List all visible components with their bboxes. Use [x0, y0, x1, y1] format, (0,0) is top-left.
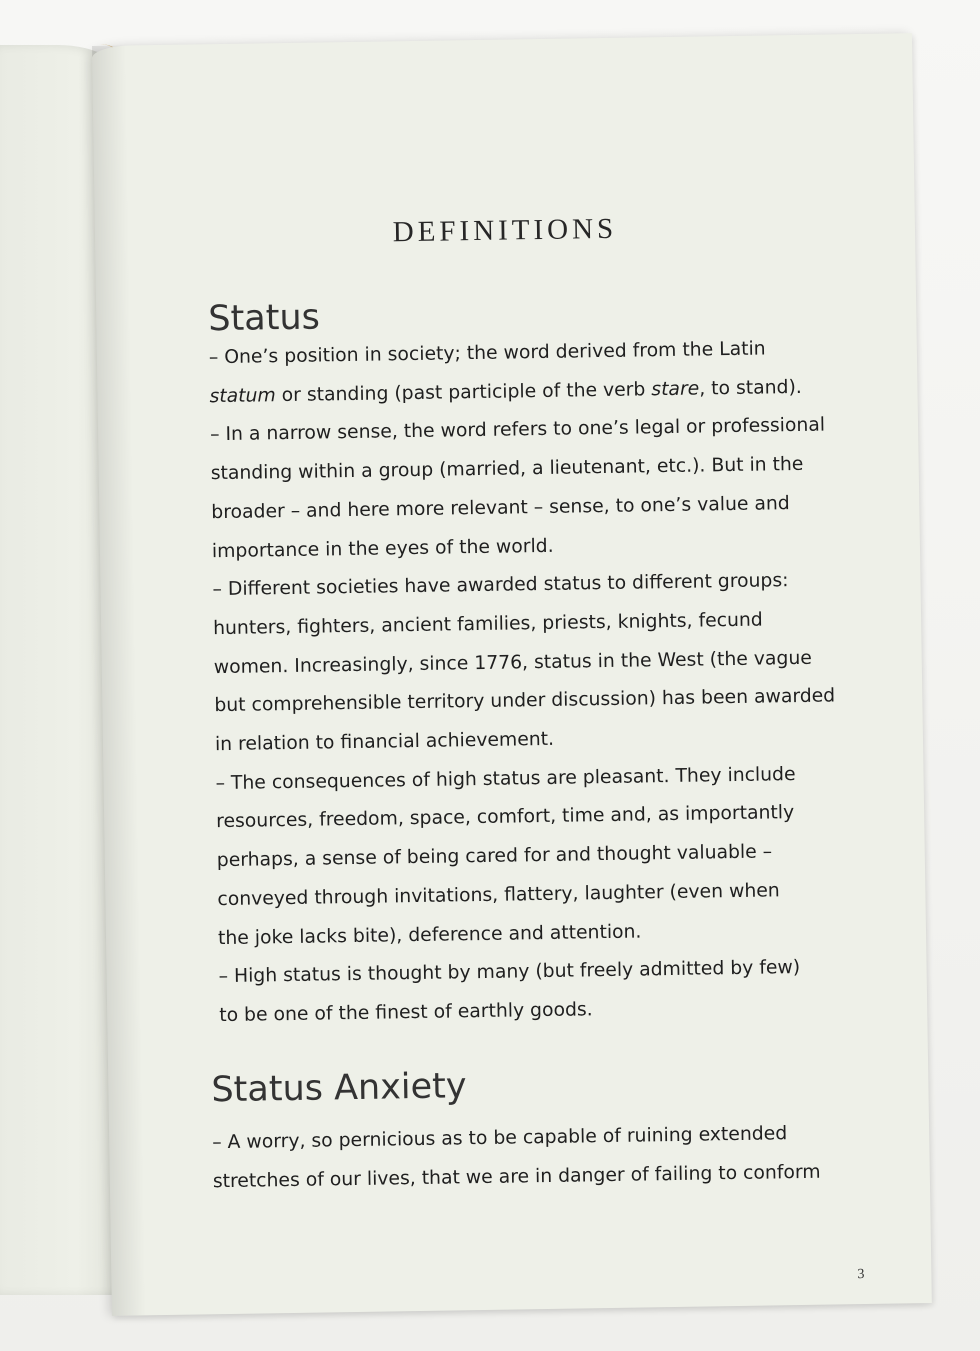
text-line: – High status is thought by many (but freely admitted by few): [218, 957, 801, 988]
text-line: in relation to financial achievement.: [214, 728, 555, 756]
text-line: but comprehensible territory under discussion) has been awarded: [214, 685, 836, 717]
term-heading-status: Status: [207, 297, 321, 340]
text-line: – One’s position in society; the word derived from the Latin: [208, 338, 766, 369]
page-title: DEFINITIONS: [392, 212, 618, 249]
text-line: women. Increasingly, since 1776, status in the West (the vague: [213, 647, 812, 678]
definition-status-anxiety: [212, 1114, 873, 1202]
text-line: – Different societies have awarded status to different groups:: [212, 570, 789, 601]
book-page: [92, 33, 932, 1316]
text-line: broader – and here more relevant – sense, to one’s value and: [211, 492, 790, 523]
page-number: 3: [857, 1267, 865, 1283]
text-line: the joke lacks bite), deference and attention.: [217, 921, 642, 949]
text-line: hunters, fighters, ancient families, priests, knights, fecund: [213, 609, 763, 640]
text-line: – A worry, so pernicious as to be capable of ruining extended: [212, 1123, 788, 1154]
text-line: resources, freedom, space, comfort, time and, as importantly: [216, 802, 795, 833]
term-heading-status-anxiety: Status Anxiety: [211, 1066, 467, 1111]
text-line: stretches of our lives, that we are in danger of failing to conform: [212, 1161, 821, 1192]
text-line: statum or standing (past participle of the verb stare, to stand).: [209, 376, 802, 407]
definition-status: [209, 329, 880, 1036]
text-line: – The consequences of high status are pleasant. They include: [215, 763, 796, 794]
text-line: to be one of the finest of earthly goods.: [219, 999, 593, 1027]
text-line: importance in the eyes of the world.: [211, 535, 554, 562]
text-line: conveyed through invitations, flattery, laughter (even when: [217, 880, 780, 910]
text-line: – In a narrow sense, the word refers to one’s legal or professional: [209, 414, 826, 446]
text-line: perhaps, a sense of being cared for and thought valuable –: [216, 841, 773, 872]
text-line: standing within a group (married, a lieutenant, etc.). But in the: [210, 453, 804, 485]
